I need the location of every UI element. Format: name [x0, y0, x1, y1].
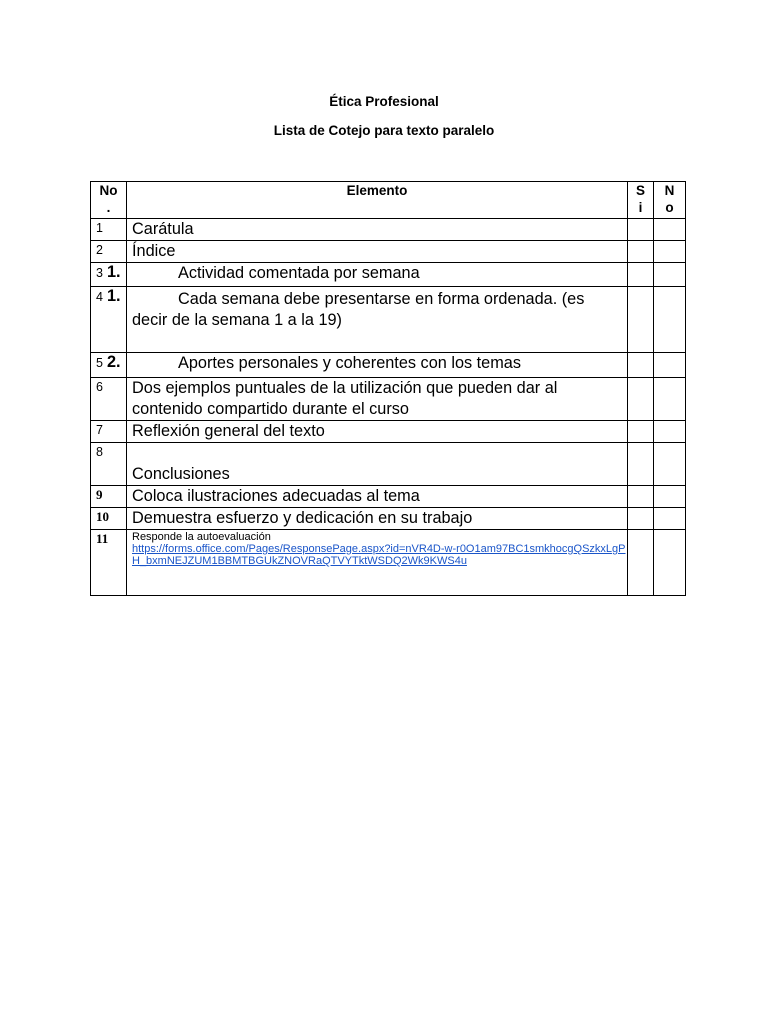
row-number-value: 3: [96, 266, 103, 280]
row-number: 2: [91, 241, 127, 263]
no-cell[interactable]: [654, 486, 686, 508]
list-marker-glyph: 1.: [106, 263, 121, 281]
row-number-value: 5: [96, 356, 103, 370]
row-number: [91, 287, 127, 353]
row-element-text: Cada semana debe presentarse en forma ordenada. (es decir de la semana 1 a la 19): [132, 290, 585, 329]
list-marker-glyph: 2.: [106, 353, 121, 371]
si-cell[interactable]: [628, 378, 654, 421]
si-cell[interactable]: [628, 263, 654, 287]
row-element: Reflexión general del texto: [127, 421, 628, 443]
table-row: [91, 378, 686, 421]
checklist-table: [90, 181, 686, 596]
table-row: [91, 508, 686, 530]
row-element: Carátula: [127, 219, 628, 241]
table-row: [91, 530, 686, 596]
no-cell[interactable]: [654, 530, 686, 596]
header-elemento: Elemento: [127, 182, 628, 219]
si-cell[interactable]: [628, 287, 654, 353]
header-no: No .: [91, 182, 127, 219]
row-element: Dos ejemplos puntuales de la utilización que pueden dar al contenido compartido durante el curso: [127, 378, 628, 421]
table-row: [91, 263, 686, 287]
row-number: [91, 263, 127, 287]
no-cell[interactable]: [654, 353, 686, 378]
row-element: [127, 353, 628, 378]
row-element: Coloca ilustraciones adecuadas al tema: [127, 486, 628, 508]
row-element: [127, 263, 628, 287]
table-row: [91, 287, 686, 353]
no-cell[interactable]: [654, 287, 686, 353]
list-marker-glyph: 1.: [106, 287, 121, 305]
no-cell[interactable]: [654, 421, 686, 443]
row-number: 11: [91, 530, 127, 596]
si-cell[interactable]: [628, 508, 654, 530]
row-number: [91, 353, 127, 378]
row-element: Demuestra esfuerzo y dedicación en su trabajo: [127, 508, 628, 530]
table-row: [91, 421, 686, 443]
no-cell[interactable]: [654, 241, 686, 263]
table-row: [91, 486, 686, 508]
si-cell[interactable]: [628, 443, 654, 486]
document-subtitle: Lista de Cotejo para texto paralelo: [273, 123, 495, 138]
row-element-text: Aportes personales y coherentes con los temas: [178, 354, 521, 372]
row-element-text: Actividad comentada por semana: [178, 264, 420, 282]
row-element: Índice: [127, 241, 628, 263]
row-number: 1: [91, 219, 127, 241]
no-cell[interactable]: [654, 443, 686, 486]
si-cell[interactable]: [628, 241, 654, 263]
document-title: Ética Profesional: [329, 94, 439, 109]
row-element: [127, 287, 628, 353]
row-number: 7: [91, 421, 127, 443]
si-cell[interactable]: [628, 421, 654, 443]
si-cell[interactable]: [628, 353, 654, 378]
no-cell[interactable]: [654, 378, 686, 421]
autoevaluacion-link[interactable]: https://forms.office.com/Pages/ResponsePage.aspx?id=nVR4D-w-r0O1am97BC1smkhocgQSzkxLgPH_bxmNEJZUM1BBMTBGUkZNOVRaQTVYTktWSDQ2Wk9KWS4u: [132, 543, 626, 567]
table-header-row: [91, 182, 686, 219]
no-cell[interactable]: [654, 219, 686, 241]
si-cell[interactable]: [628, 530, 654, 596]
row-element: [127, 530, 628, 596]
table-row: [91, 241, 686, 263]
no-cell[interactable]: [654, 508, 686, 530]
header-si: S i: [628, 182, 654, 219]
table-row: [91, 443, 686, 486]
row-element-text: Responde la autoevaluación: [132, 531, 271, 543]
row-element: Conclusiones: [127, 443, 628, 486]
row-number: 9: [91, 486, 127, 508]
table-row: [91, 353, 686, 378]
table-row: [91, 219, 686, 241]
si-cell[interactable]: [628, 486, 654, 508]
no-cell[interactable]: [654, 263, 686, 287]
row-number-value: 4: [96, 290, 103, 304]
row-number: 8: [91, 443, 127, 486]
si-cell[interactable]: [628, 219, 654, 241]
header-no-column: N o: [654, 182, 686, 219]
row-number: 6: [91, 378, 127, 421]
row-number: 10: [91, 508, 127, 530]
